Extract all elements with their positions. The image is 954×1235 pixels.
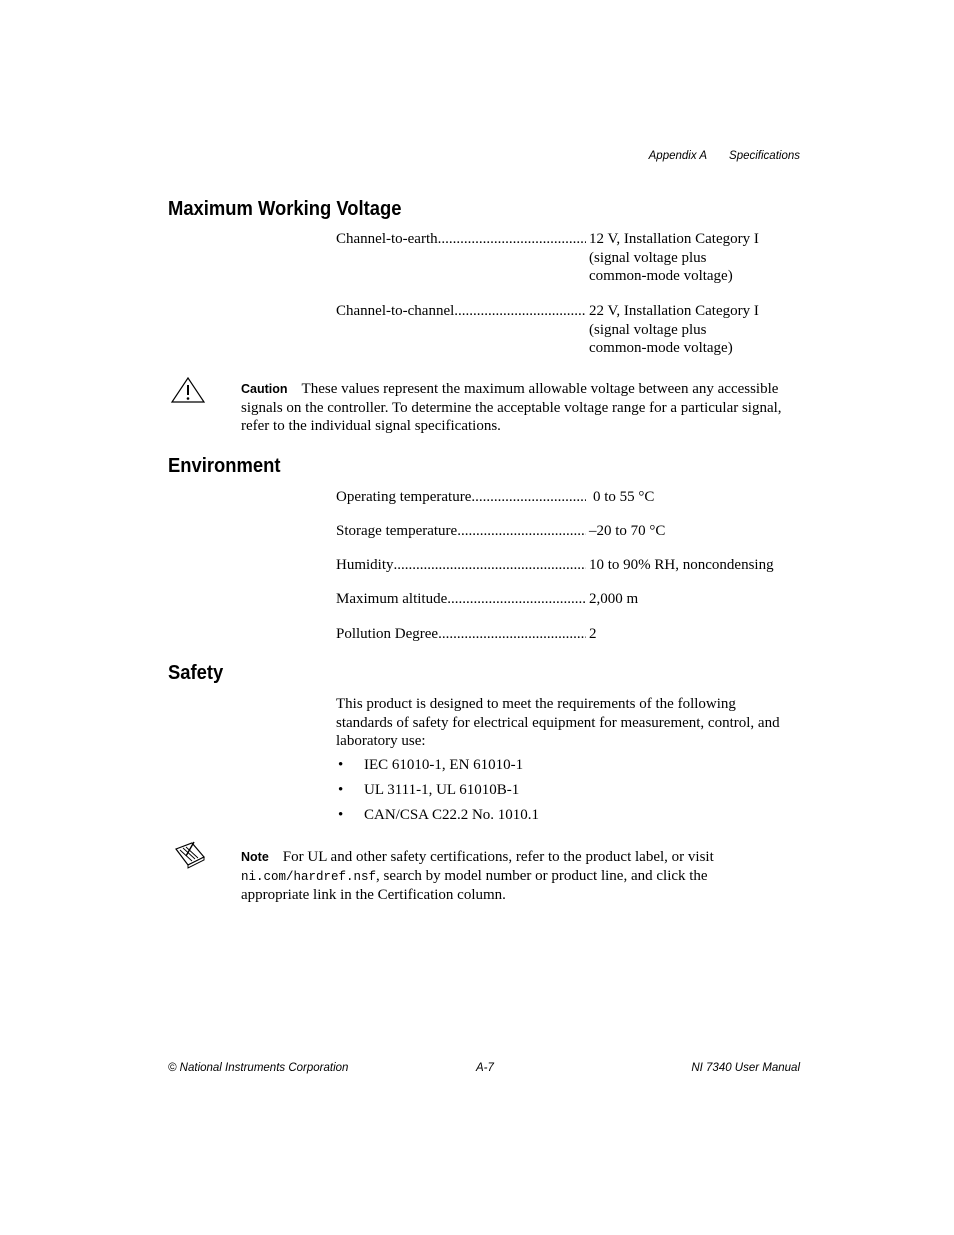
leader-dots [457, 522, 586, 541]
section-heading-safety: Safety [168, 662, 224, 684]
spec-operating-temperature [336, 488, 786, 507]
section-heading-environment: Environment [168, 455, 281, 477]
spec-pollution-degree [336, 625, 786, 644]
safety-intro: This product is designed to meet the requirements of the following standards of safety for electrical equipment for measurement, control, and laboratory use: [336, 696, 780, 749]
leader-dots [447, 590, 586, 609]
leader-dots [438, 230, 586, 286]
caution-text: These values represent the maximum allowable voltage between any accessible signals on the controller. To determine the acceptable voltage range for a particular signal, refer to the individual signal specifications. [241, 381, 782, 434]
spec-channel-to-earth [336, 230, 786, 286]
spec-label: Maximum altitude [336, 591, 448, 607]
list-item [336, 782, 539, 807]
spec-label: Pollution Degree [336, 626, 439, 642]
standard-text: IEC 61010-1, EN 61010-1 [364, 757, 524, 773]
running-head-title: Specifications [729, 150, 800, 162]
spec-value-line: (signal voltage plus [589, 249, 707, 266]
leader-dots [394, 556, 586, 575]
list-item [336, 807, 539, 832]
caution-tag: Caution [241, 382, 288, 396]
leader-dots [454, 302, 586, 358]
spec-value [586, 302, 759, 358]
bullet: • [338, 782, 344, 798]
note-text-after: , search by model number or product line, and click the appropriate link in the Certification column. [241, 867, 708, 903]
caution-triangle-icon [170, 376, 206, 409]
spec-value-line: (signal voltage plus [589, 321, 707, 338]
note-link[interactable]: ni.com/hardref.nsf [241, 869, 377, 884]
spec-value: 2,000 m [589, 591, 639, 607]
note-callout [241, 848, 761, 905]
spec-storage-temperature [336, 522, 786, 541]
leader-dots [471, 488, 586, 507]
spec-value-line: 12 V, Installation Category I [589, 231, 759, 247]
spec-value [586, 230, 759, 286]
standard-text: UL 3111-1, UL 61010B-1 [364, 782, 520, 798]
spec-label: Operating temperature [336, 489, 472, 505]
spec-maximum-altitude [336, 590, 786, 609]
spec-channel-to-channel [336, 302, 786, 358]
list-item [336, 757, 539, 782]
note-text: For UL and other safety certifications, refer to the product label, or visit [282, 849, 714, 865]
spec-humidity [336, 556, 786, 575]
caution-callout [241, 380, 801, 436]
note-pad-icon [174, 841, 206, 874]
spec-label: Humidity [336, 557, 394, 573]
spec-value: 0 to 55 °C [593, 489, 655, 505]
spec-value-line: common-mode voltage) [589, 340, 733, 356]
leader-dots [438, 625, 586, 644]
standard-text: CAN/CSA C22.2 No. 1010.1 [364, 807, 540, 823]
running-head [649, 150, 800, 162]
spec-value-line: common-mode voltage) [589, 268, 733, 284]
spec-label: Channel-to-earth [336, 231, 438, 247]
footer-manual-title: NI 7340 User Manual [691, 1062, 800, 1074]
spec-value-line: 22 V, Installation Category I [589, 303, 759, 319]
section-heading-voltage: Maximum Working Voltage [168, 198, 402, 220]
spec-value: 2 [589, 626, 597, 642]
bullet: • [338, 757, 344, 773]
safety-standards-list [336, 757, 539, 832]
note-tag: Note [241, 850, 269, 864]
spec-value: 10 to 90% RH, noncondensing [589, 557, 774, 573]
bullet: • [338, 807, 344, 823]
spec-label: Channel-to-channel [336, 303, 455, 319]
footer-page-number: A-7 [476, 1062, 494, 1074]
spec-value: –20 to 70 °C [589, 523, 666, 539]
footer-copyright: © National Instruments Corporation [168, 1062, 349, 1074]
spec-label: Storage temperature [336, 523, 458, 539]
running-head-chapter: Appendix A [648, 150, 708, 162]
